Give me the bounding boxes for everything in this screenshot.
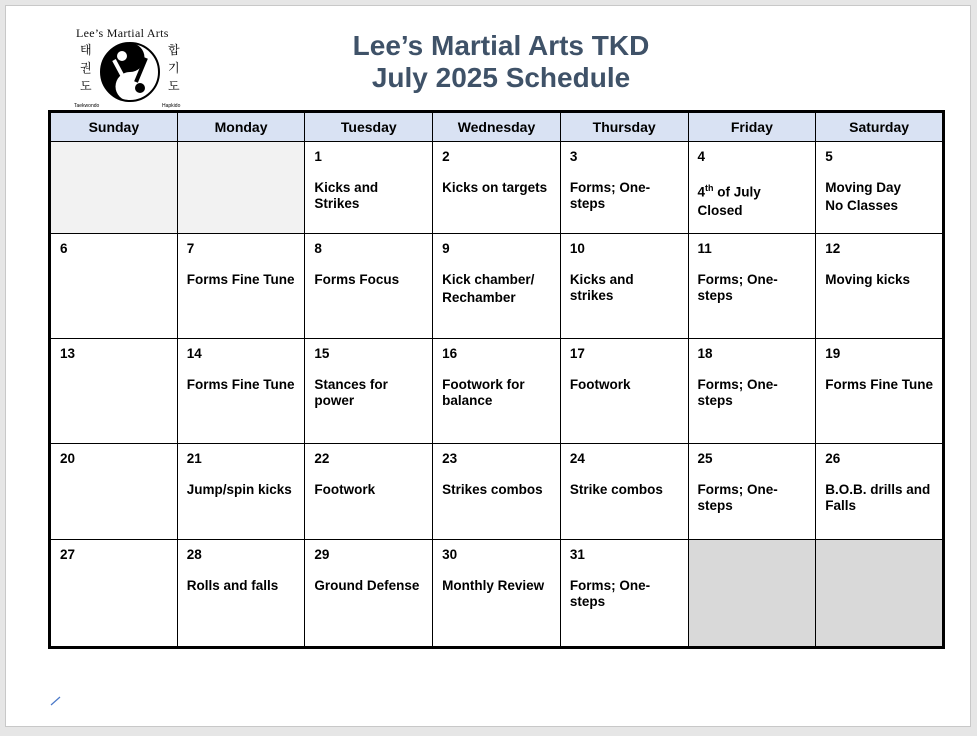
day-event-line-2: Closed: [697, 202, 743, 218]
day-event-line-2: Rechamber: [442, 290, 516, 305]
logo-hangul-left-2: 권: [80, 61, 92, 75]
weekday-header: Monday: [177, 112, 305, 142]
day-number: 11: [697, 241, 712, 256]
day-cell: [177, 444, 305, 540]
week-row: [50, 339, 944, 444]
day-event: Kicks and strikes: [569, 272, 634, 303]
logo-hangul-right-3: 도: [168, 79, 180, 93]
logo-hangul-right-2: 기: [168, 61, 180, 75]
day-number: 24: [569, 451, 585, 466]
day-number: 31: [569, 547, 585, 562]
school-logo: [70, 26, 190, 109]
holiday-day-cell: [816, 142, 944, 234]
day-cell: [433, 444, 561, 540]
day-cell: [50, 444, 178, 540]
day-number: 1: [314, 149, 322, 164]
day-event: Rolls and falls: [186, 578, 279, 593]
day-cell: [433, 142, 561, 234]
day-number: 27: [60, 547, 76, 562]
week-row: [50, 142, 944, 234]
week-row: [50, 234, 944, 339]
day-number: 15: [314, 346, 330, 361]
day-cell: [433, 234, 561, 339]
logo-title: Lee’s Martial Arts: [76, 26, 169, 40]
day-number: 6: [60, 241, 68, 256]
day-event: Monthly Review: [442, 578, 545, 593]
day-event: Footwork for balance: [442, 377, 525, 408]
event-ordinal-number: 4: [697, 184, 706, 200]
day-number: 9: [442, 241, 450, 256]
document-page: [5, 5, 971, 727]
text-cursor-icon: [50, 694, 62, 706]
day-event: Kicks and Strikes: [314, 180, 379, 211]
title-line-1: Lee’s Martial Arts TKD: [352, 30, 650, 61]
day-event: Forms Fine Tune: [825, 377, 933, 392]
day-cell: [688, 339, 816, 444]
day-event: Forms; One-steps: [697, 272, 778, 303]
day-event: Forms Focus: [314, 272, 400, 287]
day-cell: [560, 142, 688, 234]
calendar-table: [48, 110, 945, 649]
empty-day-cell: [50, 142, 178, 234]
day-cell: [688, 444, 816, 540]
day-number: 3: [569, 149, 578, 164]
day-event-line-2: No Classes: [825, 198, 899, 213]
logo-label-left: Taekwondo: [74, 103, 100, 109]
day-number: 4: [697, 149, 706, 164]
day-event: Forms; One-steps: [569, 180, 651, 211]
day-cell: [816, 234, 944, 339]
day-event: Moving kicks: [825, 272, 910, 287]
logo-hangul-left-1: 태: [80, 43, 92, 57]
day-number: 22: [314, 451, 330, 466]
day-cell: [177, 339, 305, 444]
day-number: 5: [825, 149, 833, 164]
day-event: Jump/spin kicks: [186, 482, 292, 497]
day-number: 30: [442, 547, 458, 562]
day-event: B.O.B. drills and Falls: [825, 482, 931, 513]
weekday-header-row: [50, 112, 944, 142]
day-cell: [305, 142, 433, 234]
title-line-2: July 2025 Schedule: [371, 62, 631, 93]
day-number: 19: [825, 346, 841, 361]
day-number: 16: [442, 346, 458, 361]
day-number: 23: [442, 451, 458, 466]
logo-hangul-right-1: 합: [168, 43, 180, 57]
empty-day-cell: [688, 540, 816, 648]
day-event: Forms; One-steps: [569, 578, 651, 609]
day-event: Forms Fine Tune: [186, 377, 295, 392]
day-number: 14: [186, 346, 202, 361]
day-number: 17: [569, 346, 585, 361]
weekday-header: Thursday: [560, 112, 688, 142]
day-cell: [50, 234, 178, 339]
day-cell: [560, 339, 688, 444]
day-cell: [560, 234, 688, 339]
day-number: 20: [60, 451, 76, 466]
day-cell: [688, 234, 816, 339]
schedule-title: [306, 30, 696, 94]
day-cell: [560, 444, 688, 540]
day-number: 29: [314, 547, 330, 562]
day-cell: [50, 339, 178, 444]
day-cell: [560, 540, 688, 648]
day-cell: [816, 339, 944, 444]
day-event: [698, 180, 808, 201]
empty-day-cell: [177, 142, 305, 234]
day-cell: [305, 234, 433, 339]
weekday-header: Sunday: [50, 112, 178, 142]
day-number: 2: [442, 149, 450, 164]
logo-hangul-left-3: 도: [80, 79, 92, 93]
empty-day-cell: [816, 540, 944, 648]
week-row: [50, 444, 944, 540]
day-number: 26: [825, 451, 841, 466]
day-event: Forms; One-steps: [697, 482, 778, 513]
day-event: Ground Defense: [314, 578, 420, 593]
day-number: 18: [697, 346, 713, 361]
day-cell: [305, 339, 433, 444]
day-number: 28: [186, 547, 202, 562]
day-cell: [50, 540, 178, 648]
day-cell: [177, 540, 305, 648]
yin-yang-logo-icon: [70, 38, 190, 110]
day-number: 8: [314, 241, 322, 256]
day-event: Forms Fine Tune: [186, 272, 295, 287]
holiday-day-cell: [688, 142, 816, 234]
logo-label-right: Hapkido: [162, 103, 181, 109]
day-cell: [305, 540, 433, 648]
day-event: Strikes combos: [442, 482, 543, 497]
weekday-header: Friday: [688, 112, 816, 142]
weekday-header: Saturday: [816, 112, 944, 142]
weekday-header: Tuesday: [305, 112, 433, 142]
day-cell: [816, 444, 944, 540]
day-number: 25: [697, 451, 713, 466]
day-event: Kicks on targets: [442, 180, 548, 195]
weekday-header: Wednesday: [433, 112, 561, 142]
day-number: 12: [825, 241, 841, 256]
day-cell: [433, 339, 561, 444]
day-number: 10: [569, 241, 585, 256]
week-row: [50, 540, 944, 648]
day-event: Forms; One-steps: [697, 377, 778, 408]
day-number: 21: [186, 451, 202, 466]
day-number: 7: [186, 241, 195, 256]
day-cell: [433, 540, 561, 648]
event-text: of July: [713, 184, 761, 200]
day-number: 13: [60, 346, 76, 361]
day-event: Footwork: [314, 482, 376, 497]
day-event: Footwork: [569, 377, 631, 392]
day-event: Moving Day: [825, 180, 901, 195]
day-event: Stances for power: [314, 377, 388, 408]
day-cell: [177, 234, 305, 339]
event-ordinal-suffix: th: [705, 183, 714, 193]
day-event: Kick chamber/: [442, 272, 535, 287]
day-event: Strike combos: [569, 482, 663, 497]
day-cell: [305, 444, 433, 540]
